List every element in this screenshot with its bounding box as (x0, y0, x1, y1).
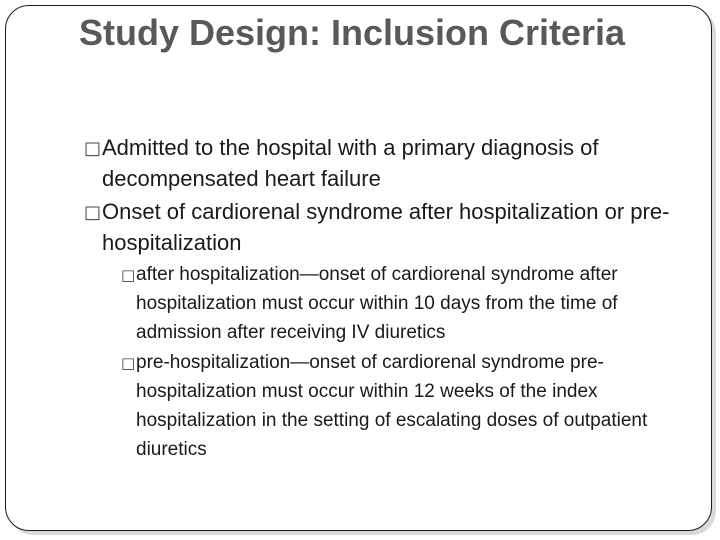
sub-bullet-after-hospitalization (121, 260, 696, 347)
sub-bullet-text: pre-hospitalization—onset of cardiorenal syndrome pre-hospitalization must occur within 12 weeks of the index hospitalization in the setting of escalating doses of outpatient diuretics (136, 352, 648, 460)
square-bullet-icon: □ (121, 266, 136, 284)
slide-title: Study Design: Inclusion Criteria (79, 12, 626, 53)
sub-bullet-pre-hospitalization (121, 348, 696, 464)
slide-body (84, 132, 694, 464)
square-bullet-icon: □ (121, 354, 136, 372)
bullet-text: Onset of cardiorenal syndrome after hospitalization or pre-hospitalization (102, 199, 670, 255)
bullet-onset-cardiorenal (84, 196, 694, 258)
sub-bullet-list (84, 260, 694, 464)
square-bullet-icon: □ (84, 202, 102, 223)
bullet-text: Admitted to the hospital with a primary diagnosis of decompensated heart failure (102, 135, 599, 191)
bullet-primary-diagnosis (84, 132, 694, 194)
square-bullet-icon: □ (84, 138, 102, 159)
sub-bullet-text: after hospitalization—onset of cardiorenal syndrome after hospitalization must occur within 10 days from the time of admission after receiving IV diuretics (136, 264, 618, 343)
